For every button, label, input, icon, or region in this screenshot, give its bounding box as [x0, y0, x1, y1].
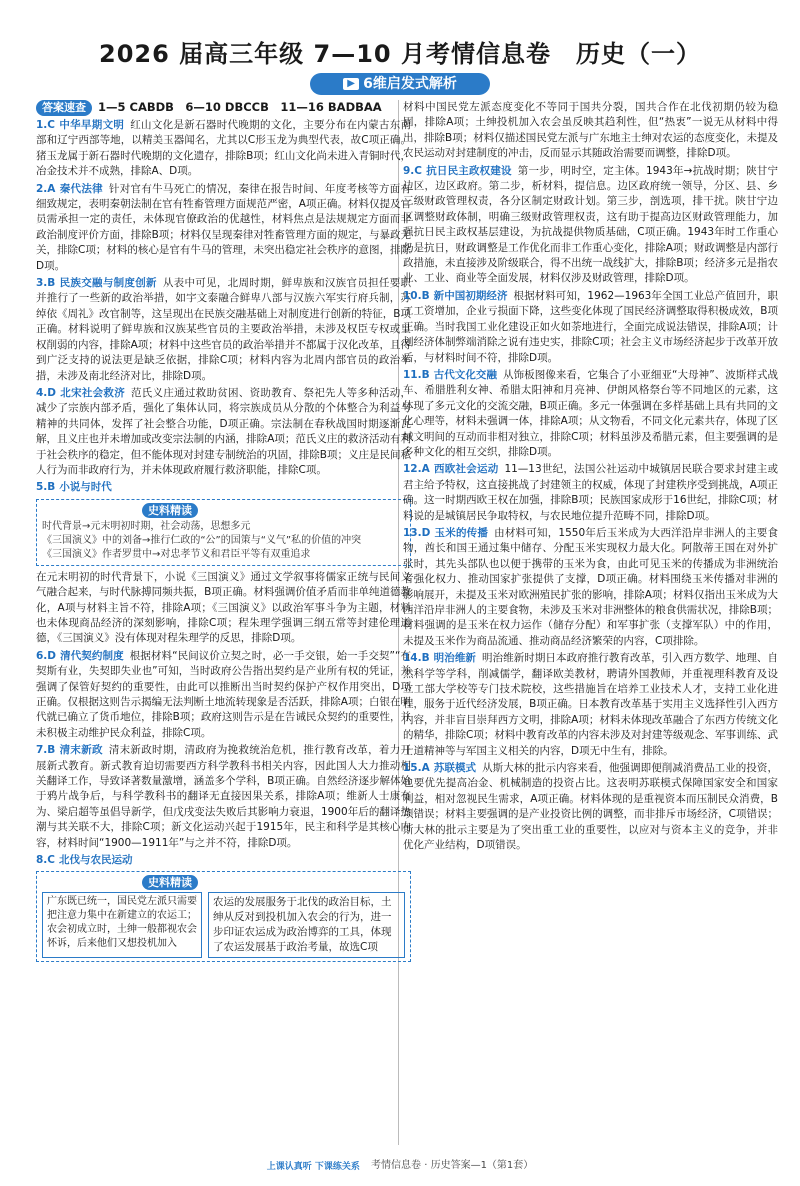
question-number: 7.B — [36, 744, 56, 757]
explanation-text: 由材料可知，1550年后玉米成为大西洋沿岸非洲人的主要食物，酋长和国王通过集中储存、分配玉米实现权力最大化。阿散蒂王国在对外扩张时，其先头部队也以便于携带的玉米为食，由此可见玉米的传播成为非洲统治者强化权力、推动国家扩张提供了支撑，D项正确。材料围绕玉米传播对非洲的影响展开，未提及玉米对欧洲殖民扩张的影响，排除A项；材料仅指出玉米成为大西洋沿岸非洲人的主要食物，未涉及玉米对非洲整体的粮食供需状况，排除B项；材料强调的是玉米在权力运作（储存分配）和军事扩张（支撑军队）中的作用，未提及玉米作为商品流通、推动商品经济繁荣的内容，C项排除。 — [403, 526, 778, 647]
answer-item — [403, 289, 778, 366]
answer-item — [36, 480, 411, 495]
answer-item — [36, 118, 411, 180]
source-line: 《三国演义》中的刘备→推行仁政的“公”的国策与“义气”私的价值的冲突 — [42, 534, 362, 546]
answer-item — [403, 761, 778, 853]
source-reading-head-1: 史料精读 — [142, 503, 198, 518]
source-reading-head-2: 史料精读 — [142, 875, 198, 890]
answer-values: 1—5 CABDB 6—10 DBCCB 11—16 BADBAA — [98, 100, 382, 115]
question-number: 3.B — [36, 277, 56, 290]
question-topic: 抗日民主政权建设 — [426, 164, 512, 177]
source-reading-box-2 — [36, 871, 411, 962]
question-number: 8.C — [36, 854, 56, 867]
left-items-b — [36, 570, 411, 869]
question-topic: 苏联模式 — [433, 762, 477, 775]
play-icon: ▶ — [343, 78, 359, 90]
question-number: 15.A — [403, 762, 430, 775]
explanation-text: 材料中国民党左派态度变化不等同于国共分裂，国共合作在北伐初期仍较为稳固，排除A项；土绅投机加入农会虽反映其趋利性，但“热衷”一说无从材料中得出，排除B项；材料仅描述国民党左派与广东地主士绅对农运的态度变化，未提及农民运动对封建制度的冲击，反而显示其随政治需要而调整，排除D项。 — [403, 101, 778, 160]
question-topic: 玉米的传播 — [434, 526, 489, 539]
brand-logo: 上课认真听 下课练关系 — [266, 1161, 360, 1172]
question-number: 2.A — [36, 182, 56, 195]
explanation-text: 11—13世纪，法国公社运动中城镇居民联合要求封建主或君主给予特权，这直接挑战了封建领主的权威，体现了封建秩序受到挑战，A项正确。这一时期西欧王权在加强，排除B项；民族国家成形于16世纪，排除C项；材料说的是城镇居民争取特权，与农民地位提升范畴不同，排除D项。 — [403, 463, 778, 522]
answer-item — [36, 276, 411, 384]
footer-text: 考情信息卷 · 历史答案—1（第1套） — [371, 1160, 534, 1171]
question-number: 9.C — [403, 164, 423, 177]
question-number: 4.D — [36, 386, 57, 399]
question-topic: 西欧社会运动 — [433, 463, 499, 476]
answer-item — [403, 526, 778, 649]
page-title: 2026 届高三年级 7—10 月考情信息卷 历史（一） — [99, 40, 701, 68]
answer-bar — [36, 100, 411, 116]
question-topic: 民族交融与制度创新 — [59, 277, 157, 290]
question-topic: 中华早期文明 — [59, 119, 125, 131]
explanation-text: 针对官有牛马死亡的情况，秦律在报告时间、年度考核等方面有细致规定，表明秦朝法制在官有牲畜管理方面规范严密，A项正确。材料仅提及官员需承担一定的责任，未体现官僚政治的优越性，材料焦点是法规规定方面而非政治制度评价方面，排除B项；材料仅呈现秦律对牲畜管理方面的规定，与暴政无关，排除C项；材料的核心是官有牛马的管理，未突出稳定社会秩序的意图，排除D项。 — [36, 182, 412, 272]
source-line: 《三国演义》作者罗贯中→对忠孝节义和君臣平等有双重追求 — [42, 548, 311, 560]
question-topic: 清代契约制度 — [60, 649, 124, 662]
banner-label: 6维启发式解析 — [363, 76, 457, 92]
right-items — [403, 100, 778, 854]
answer-item — [403, 100, 778, 162]
answer-item — [36, 649, 411, 741]
question-number: 11.B — [403, 368, 430, 381]
question-topic: 小说与时代 — [59, 481, 112, 494]
analysis-banner — [310, 73, 490, 95]
explanation-text: 根据材料可知，1962—1963年全国工业总产值回升，职工工资增加，企业亏损面下降，这些变化体现了国民经济调整取得积极成效，B项正确。当时我国工业化建设正如火如荼地进行，全面完成说法错误，排除A项；计划经济体制弊端消除之说有违史实，排除C项；社会主义市场经济起步于改革开放后，与材料时间不符，排除D项。 — [403, 289, 779, 364]
question-number: 14.B — [403, 652, 430, 665]
answer-item — [36, 570, 411, 647]
question-topic: 北伐与农民运动 — [59, 854, 133, 867]
question-number: 1.C — [36, 119, 56, 131]
source-line: 时代背景→元末明初时期，社会动荡，思想多元 — [42, 520, 251, 532]
explanation-text: 红山文化是新石器时代晚期的文化，主要分布在内蒙古东南部和辽宁西部等地，以精美玉器闻名，尤其以C形玉龙为典型代表，故C项正确。猪玉龙属于新石器时代晚期的文化遗存，排除B项；红山文化尚未进入青铜时代，冶金技术并不成熟，排除A、D项。 — [36, 119, 412, 178]
answer-item — [403, 368, 778, 460]
explanation-text: 根据材料“民间议价立契之时，必一手交银，始一手交契”“有契斯有业，失契即失业也”可知，当时政府公告指出契约是产业所有权的凭证，并强调了保管好契约的重要性，由此可以推断出当时契约保护产权作用突出，D项正确。仅根据这则告示揭编无法判断土地流转现象是否活跃，排除A项；白银在明代就已确立了货币地位，排除B项；政府这则告示是在告诫民众契约的重要性，并未积极主动维护民众利益，排除C项。 — [36, 649, 411, 739]
right-column — [403, 100, 778, 856]
explanation-text: 在元末明初的时代背景下，小说《三国演义》通过文学叙事将儒家正统与民间义气融合起来，与时代脉搏同频共振，B项正确。材料强调价值矛盾而非单纯道德教化，A项与材料主旨不符，排除A项；《三国演义》以政治军事斗争为主题，材料也未体现商品经济的深刻影响，排除C项；程朱理学强调三纲五常等封建伦理道德，《三国演义》没有体现对程朱理学的反思，排除D项。 — [36, 570, 411, 645]
answer-item — [36, 386, 411, 478]
answer-item — [36, 743, 411, 851]
question-number: 13.D — [403, 526, 431, 539]
answer-item — [403, 164, 778, 287]
question-number: 10.B — [403, 289, 430, 302]
question-topic: 秦代法律 — [59, 182, 103, 195]
left-items-a — [36, 118, 411, 496]
explanation-text: 从斯大林的批示内容来看，他强调即便削减消费品工业的投资，也要优先提高冶金、机械制造的投资占比。这表明苏联模式保障国家安全和国家利益，相对忽视民生需求，A项正确。材料体现的是重视资本而压制民众消费，B项错误；材料主要强调的是产业投资比例的调整，而非排斥市场经济，C项错误；斯大林的批示主要是为了突出重工业的重要性，以应对与资本主义的竞争，并非优化产业结构，D项错误。 — [403, 762, 779, 852]
explanation-text: 从饰板图像来看，它集合了小亚细亚“大母神”、波斯样式战车、希腊胜利女神、希腊太阳神和月亮神、伊朗风格祭台等不同地区的元素，这体现了多元文化的交流交融，B项正确。多元一体强调在多样基础上具有共同的文化心理等，材料未强调一体，排除A项；从文物看，不同文化元素共存，体现了区域文明间的互动而非相对独立，排除C项；材料虽涉及希腊元素，但主要强调的是多种文化的相互交织，排除D项。 — [403, 368, 779, 458]
source-analysis: 农运的发展服务于北伐的政治目标，土绅从反对到投机加入农会的行为，进一步印证农运成为政治博弈的工具，体现了农运发展基于政治考量，故选C项 — [208, 892, 405, 958]
page-footer — [0, 1156, 800, 1172]
question-topic: 明治维新 — [433, 652, 476, 665]
question-topic: 新中国初期经济 — [433, 289, 508, 302]
source-excerpt: 广东既已统一，国民党左派只需要把注意力集中在新建立的农运工；农会初成立时，土绅一般都视农会怀诉，后来他们又想投机加入 — [42, 892, 202, 958]
question-number: 6.D — [36, 649, 57, 662]
explanation-text: 明治维新时期日本政府推行教育改革，引入西方数学、地理、自然科学等学科，削减儒学，翻译欧美教材，聘请外国教师，并重视理科教育及设立工部大学校等专门技术院校，这些措施旨在培养工业技术人才，支持工业化进程，服务于近代经济发展，B项正确。日本教育改革基于实用主义选择性引入西方内容，并非盲目崇拜西方文明，排除A项；材料未体现改革融合了东西方传统文化的精华，排除C项；材料中教育改革的内容未涉及对封建等级观念、军事训练、武士道精神等与军国主义相关的内容，D项无中生有，排除。 — [403, 652, 779, 757]
source-reading-box-1 — [36, 499, 411, 566]
question-topic: 清末新政 — [59, 744, 103, 757]
explanation-text: 从表中可见，北周时期，鲜卑族和汉族官员担任要职并推行了一些新的政治举措，如宇文泰融合鲜卑八部与汉族六军实行府兵制，苏绰依《周礼》改官制等，这呈现出在民族交融基础上对制度进行创新的特征，B项正确。材料说明了鲜卑族和汉族某些官员的主要政治举措，未涉及权臣专权或皇权削弱的内容，排除A项；材料中这些官员的政治举措并不都属于汉化改革，且得到广泛支持的说法更是缺乏依据，排除C项；材料内容为北周内部官员的政治举措，未涉及南北经济对比，排除D项。 — [36, 277, 412, 382]
answer-item — [36, 853, 411, 868]
left-column — [36, 100, 411, 966]
answer-item — [403, 651, 778, 759]
answer-item — [36, 182, 411, 274]
answer-item — [403, 462, 778, 524]
answer-label: 答案速查 — [36, 100, 92, 116]
question-number: 5.B — [36, 481, 56, 494]
explanation-text: 第一步，明时空，定主体。1943年→抗战时期；陕甘宁边区，边区政府。第二步，析材料，提信息。边区政府统一领导，分区、县、乡三级财政管理权责，各分区制定财政计划。第三步，剖选项，排干扰。陕甘宁边区调整财政体制，明确三级财政管理权责，这有助于提高边区财政管理能力，加强抗日民主政权基层建设，为抗战提供物质基础，C项正确。1943年时工作重心仍是抗日，财政调整是工作优化而非工作重心变化，排除A项；财政调整是内部行政措施，未直接涉及阶级联合，得不出统一战线扩大，排除B项；经济多元是指农业、工业、商业等全面发展，材料仅涉及财政管理，排除D项。 — [403, 164, 778, 285]
question-topic: 古代文化交融 — [433, 368, 498, 381]
explanation-text: 范氏义庄通过救助贫困、资助教育、祭祀先人等多种活动，减少了宗族内部矛盾，强化了集体认同，将宗族成员从分散的个体整合为利益与精神的共同体，发挥了社会整合功能，D项正确。宗法制在春秋战国时期逐渐瓦解，且义庄也并未增加或改变宗法制的内涵，排除A项；范氏义庄的救济活动有利于社会秩序的稳定，但不能体现对封建专制统治的巩固，排除B项；义庄是民间私人行为而非政府行为，并未体现政府履行救济职能，排除C项。 — [36, 386, 412, 476]
explanation-text: 清末新政时期，清政府为挽救统治危机，推行教育改革，着力开展新式教育。新式教育迫切需要西方科学教科书相关内容，因此国人大力推动相关翻译工作，导致译著数量激增，涵盖多个学科，B项正确。自然经济逐步解体始于鸦片战争后，与科学教科书的翻译无直接因果关系，排除A项；维新人士康有为、梁启超等虽倡导新学，但戊戌变法失败后其影响力衰退，1900年后的翻译热潮与其关联不大，排除C项；新文化运动兴起于1915年，民主和科学是其核心内容，材料时间“1900—1911年”与之并不符，排除D项。 — [36, 744, 412, 849]
question-topic: 北宋社会救济 — [60, 386, 125, 399]
question-number: 12.A — [403, 463, 430, 476]
